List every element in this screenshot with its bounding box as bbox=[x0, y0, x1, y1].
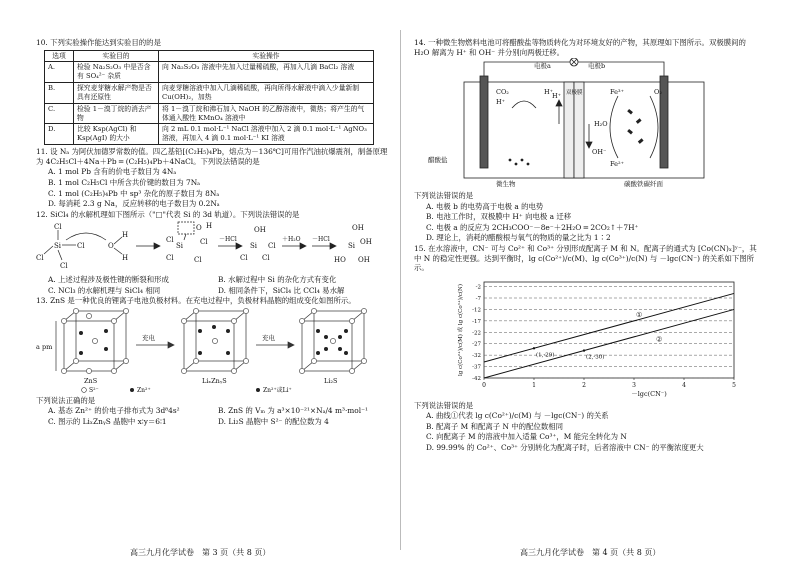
svg-text:Si: Si bbox=[176, 242, 184, 251]
h2o-label: ＋H₂O bbox=[282, 236, 301, 244]
svg-text:OH: OH bbox=[254, 226, 266, 235]
hplus-label: H⁺ bbox=[544, 88, 554, 97]
svg-text:O: O bbox=[196, 224, 202, 233]
q10-table bbox=[44, 50, 374, 145]
q10-cell: 探究麦芽糖水解产物是否具有还原性 bbox=[74, 83, 159, 104]
svg-text:OH: OH bbox=[358, 256, 370, 265]
y-tick-label: -17 bbox=[472, 318, 481, 325]
q10-stem: 10. 下列实验操作能达到实验目的的是 bbox=[36, 38, 161, 47]
q14-cell-figure bbox=[414, 58, 754, 188]
x-tick-label: 5 bbox=[732, 381, 736, 389]
x-tick-label: 2 bbox=[582, 381, 586, 389]
svg-text:Cl: Cl bbox=[36, 254, 44, 263]
series-label: ① bbox=[636, 310, 643, 319]
q13-arrow-label: 充电 bbox=[142, 333, 155, 342]
hcl-label: －HCl bbox=[312, 236, 330, 244]
y-tick-label: -37 bbox=[472, 364, 481, 371]
svg-text:Cl: Cl bbox=[166, 236, 174, 245]
q11-option-d: D. 每消耗 2.3 g Na，反应转移的电子数目为 0.2Nₐ bbox=[48, 199, 220, 209]
q15-chart bbox=[414, 274, 754, 398]
svg-text:Cl: Cl bbox=[262, 254, 270, 263]
x-axis-label: －lgc(CN⁻) bbox=[631, 389, 667, 398]
fe3-label: Fe³⁺ bbox=[610, 88, 625, 97]
svg-text:Cl: Cl bbox=[60, 262, 68, 271]
q15-sub: 下列说法错误的是 bbox=[414, 400, 474, 410]
q10-cell: 检验 1－溴丁烷的消去产物 bbox=[74, 103, 159, 124]
page-divider bbox=[400, 30, 401, 550]
y-tick-label: -7 bbox=[475, 295, 481, 302]
svg-text:H: H bbox=[122, 254, 129, 263]
q12-option-d: D. 相同条件下，SiCl₄ 比 CCl₄ 易水解 bbox=[218, 285, 345, 295]
annotation-point bbox=[533, 347, 535, 349]
q13-stem: 13. ZnS 是一种优良的锂离子电池负极材料。在充电过程中，负极材料晶胞的组成变化如图所示。 bbox=[36, 296, 356, 306]
q15-option-d: D. 99.99% 的 Co²⁺、Co³⁺ 分别转化为配离子时，后者溶液中 CN⁻ 的平衡浓度更大 bbox=[426, 443, 704, 452]
hplus-migration-label: H⁺ bbox=[552, 92, 562, 101]
q13-crystal-figure bbox=[36, 307, 386, 393]
q13-axis-label: a pm bbox=[36, 342, 53, 351]
table-row bbox=[45, 83, 374, 104]
chart-grid bbox=[484, 282, 734, 380]
svg-text:Si: Si bbox=[54, 242, 62, 251]
q13-cell-label: ZnS bbox=[84, 376, 98, 385]
q13-options-row2 bbox=[48, 417, 388, 427]
q10-cell: A. bbox=[45, 62, 74, 83]
co2-label: CO₂ bbox=[496, 88, 509, 97]
q13-sub: 下列说法正确的是 bbox=[36, 395, 96, 405]
q11-option-c: C. 1 mol (C₂H₅)₄Pb 中 sp³ 杂化的原子数目为 8Nₐ bbox=[48, 188, 220, 198]
q10-cell: 向 2 mL 0.1 mol·L⁻¹ NaCl 溶液中加入 2 滴 0.1 mol·L⁻¹ AgNO₃ 溶液，再加入 4 滴 0.1 mol·L⁻¹ KI 溶液 bbox=[159, 124, 374, 145]
svg-text:HO: HO bbox=[334, 256, 346, 265]
fe2-label: Fe²⁺ bbox=[610, 160, 625, 169]
q12-option-b: B. 水解过程中 Si 的杂化方式有变化 bbox=[218, 275, 337, 285]
ohminus-label: OH⁻ bbox=[592, 148, 607, 157]
svg-text:Cl: Cl bbox=[268, 242, 276, 251]
chart-labels bbox=[456, 284, 736, 398]
q15-option-c: C. 向配离子 M 的溶液中加入适量 Co³⁺，M 能完全转化为 N bbox=[426, 432, 627, 442]
svg-text:Cl: Cl bbox=[194, 256, 202, 265]
annotation-point bbox=[583, 349, 585, 351]
series-label: ② bbox=[656, 335, 663, 344]
x-tick-label: 3 bbox=[632, 381, 636, 389]
annotation-label: (1,-29) bbox=[536, 352, 555, 359]
x-tick-label: 1 bbox=[532, 381, 536, 389]
q13-arrow-label: 充电 bbox=[262, 333, 275, 342]
q13-option-a: A. 基态 Zn²⁺ 的价电子排布式为 3d⁸4s² bbox=[48, 406, 180, 416]
hplus-label: H⁺ bbox=[496, 98, 506, 107]
q14-option-d: D. 理论上，消耗的醋酸根与氧气的物质的量之比为 1∶2 bbox=[426, 233, 611, 243]
q11-stem: 11. 设 Nₐ 为阿伏加德罗常数的值。四乙基铅[(C₂H₅)₄Pb，熔点为－136℃]可用作汽油抗爆震剂，制备原理为 4C₂H₅Cl＋4Na＋Pb ═ (C₂H₅)₄Pb＋4NaCl。下列说法错误的是 bbox=[36, 147, 388, 166]
left-footer: 高三九月化学试卷 第 3 页（共 8 页） bbox=[130, 548, 271, 557]
h2o-label: H₂O bbox=[594, 120, 608, 129]
q15-option-b: B. 配离子 M 和配离子 N 中的配位数相同 bbox=[426, 421, 564, 431]
table-row bbox=[45, 124, 374, 145]
q14-option-c: C. 电极 a 的反应为 2CH₃COO⁻－8e⁻＋2H₂O ═ 2CO₂↑＋7H⁺ bbox=[426, 222, 639, 232]
q12-options-row1 bbox=[48, 275, 388, 285]
q11-option-a: A. 1 mol Pb 含有的价电子数目为 4Nₐ bbox=[48, 167, 177, 177]
y-tick-label: -2 bbox=[475, 284, 481, 291]
q10-cell: B. bbox=[45, 83, 74, 104]
y-tick-label: -32 bbox=[472, 353, 481, 360]
y-tick-label: -42 bbox=[472, 375, 481, 382]
q13-option-c: C. 图示的 LiₓZnᵧS 晶胞中 x∶y＝6∶1 bbox=[48, 416, 167, 426]
svg-text:OH: OH bbox=[360, 238, 372, 247]
membrane-label: 双极膜 bbox=[566, 90, 583, 97]
svg-text:O: O bbox=[108, 242, 114, 251]
q10-cell: C. bbox=[45, 103, 74, 124]
table-row bbox=[45, 62, 374, 83]
hcl-label: －HCl bbox=[219, 236, 237, 244]
chart-lines bbox=[484, 293, 734, 378]
q14-option-b: B. 电池工作时，双极膜中 H⁺ 向电极 a 迁移 bbox=[426, 212, 572, 222]
right-page bbox=[414, 38, 762, 454]
q14-option-a: A. 电极 b 的电势高于电极 a 的电势 bbox=[426, 201, 544, 211]
svg-text:H: H bbox=[206, 222, 213, 231]
acetate-label: 醋酸盐 bbox=[428, 156, 448, 165]
svg-text:OH: OH bbox=[352, 224, 364, 233]
q12-options-row2 bbox=[48, 286, 388, 296]
svg-text:Cl: Cl bbox=[200, 238, 208, 247]
q12-option-c: C. NCl₃ 的水解机理与 SiCl₄ 相同 bbox=[48, 285, 161, 295]
q13-cell-label: LiₓZnᵧS bbox=[202, 376, 227, 385]
q15-option-a: A. 曲线①代表 lg c(Co²⁺)/c(M) 与 －lgc(CN⁻) 的关系 bbox=[426, 411, 609, 421]
electrode-b-label: 电极b bbox=[588, 62, 606, 71]
q14-sub: 下列说法错误的是 bbox=[414, 190, 474, 200]
q10-cell: D. bbox=[45, 124, 74, 145]
microbe-label: 微生物 bbox=[496, 180, 516, 189]
svg-text:Cl: Cl bbox=[54, 223, 62, 232]
q10-header: 实验目的 bbox=[74, 50, 159, 62]
fiber-label: 碳酸铁碳纤面 bbox=[624, 180, 663, 189]
svg-text:Si: Si bbox=[348, 242, 356, 251]
q10-cell: 将 1－溴丁烷和沸石加入 NaOH 的乙醇溶液中，微热；将产生的气体通入酸性 KMnO₄ 溶液中 bbox=[159, 103, 374, 124]
q13-options-row1 bbox=[48, 406, 388, 416]
left-page bbox=[36, 38, 388, 427]
q10-cell: 向 Na₂S₂O₃ 溶液中先加入过量稀硫酸，再加入几滴 BaCl₂ 溶液 bbox=[159, 62, 374, 83]
q14-stem: 14. 一种微生物燃料电池可将醋酸盐等物质转化为对环境友好的产物，其原理如下图所示。双极膜间的 H₂O 解离为 H⁺ 和 OH⁻ 并分别向两极迁移。 bbox=[414, 38, 746, 57]
right-footer: 高三九月化学试卷 第 4 页（共 8 页） bbox=[520, 548, 661, 557]
q10-cell: 向麦芽糖溶液中加入几滴稀硫酸，再向所得水解液中滴入少量新制 Cu(OH)₂，加热 bbox=[159, 83, 374, 104]
q12-stem: 12. SiCl₄ 的水解机理如下图所示（"□"代表 Si 的 3d 轨道）。下列说法错误的是 bbox=[36, 209, 300, 219]
o2-label: O₂ bbox=[654, 88, 662, 97]
q13-option-d: D. Li₂S 晶胞中 S²⁻ 的配位数为 4 bbox=[218, 416, 329, 426]
table-row bbox=[45, 103, 374, 124]
series-line bbox=[484, 293, 734, 362]
q11-option-b: B. 1 mol C₂H₅Cl 中所含共价键的数目为 7Nₐ bbox=[48, 177, 201, 187]
electrode-a-label: 电极a bbox=[534, 62, 551, 71]
y-tick-label: -12 bbox=[472, 307, 481, 314]
annotation-label: (2,-30) bbox=[586, 354, 605, 361]
q13-legend-s: S²⁻ bbox=[89, 386, 99, 393]
q10-cell: 检验 Na₂S₂O₃ 中是否含有 SO₄²⁻ 杂质 bbox=[74, 62, 159, 83]
q12-mechanism-figure bbox=[36, 220, 376, 272]
x-tick-label: 0 bbox=[482, 381, 486, 389]
q12-option-a: A. 上述过程涉及极性键的断裂和形成 bbox=[48, 275, 169, 285]
y-tick-label: -27 bbox=[472, 341, 481, 348]
q13-legend-zn: Zn²⁺ bbox=[137, 386, 151, 393]
svg-text:Cl: Cl bbox=[240, 254, 248, 263]
y-axis-label: lg c(Co²⁺)/c(M) 或 lg c(Co³⁺)/c(N) bbox=[458, 283, 464, 376]
y-tick-label: -22 bbox=[472, 330, 481, 337]
q13-cell-label: Li₂S bbox=[324, 376, 338, 385]
plot-frame bbox=[484, 282, 734, 378]
svg-text:Cl: Cl bbox=[77, 242, 85, 251]
q10-header: 选项 bbox=[45, 50, 74, 62]
svg-text:Cl: Cl bbox=[166, 254, 174, 263]
svg-text:H: H bbox=[122, 231, 129, 240]
svg-text:Si: Si bbox=[250, 242, 258, 251]
q10-cell: 比较 Ksp(AgCl) 和 Ksp(AgI) 的大小 bbox=[74, 124, 159, 145]
q13-legend-zn-li: Zn²⁺或Li⁺ bbox=[263, 386, 292, 393]
x-tick-label: 4 bbox=[682, 381, 686, 389]
q15-stem: 15. 在水溶液中，CN⁻ 可与 Co²⁺ 和 Co³⁺ 分别形成配离子 M 和 N。配离子的通式为 [Co(CN)ₓ]ʸ⁻，其中 N 的稳定性更强。达到平衡时，lg c(Co²⁺)/c(M)、lg c(Co³⁺)/c(N) 与 －lgc(CN⁻) 的关系如下图所示。 bbox=[414, 244, 757, 273]
q10-header: 实验操作 bbox=[159, 50, 374, 62]
q13-option-b: B. ZnS 的 Vₘ 为 a³×10⁻²¹×Nₐ/4 m³·mol⁻¹ bbox=[218, 406, 368, 416]
